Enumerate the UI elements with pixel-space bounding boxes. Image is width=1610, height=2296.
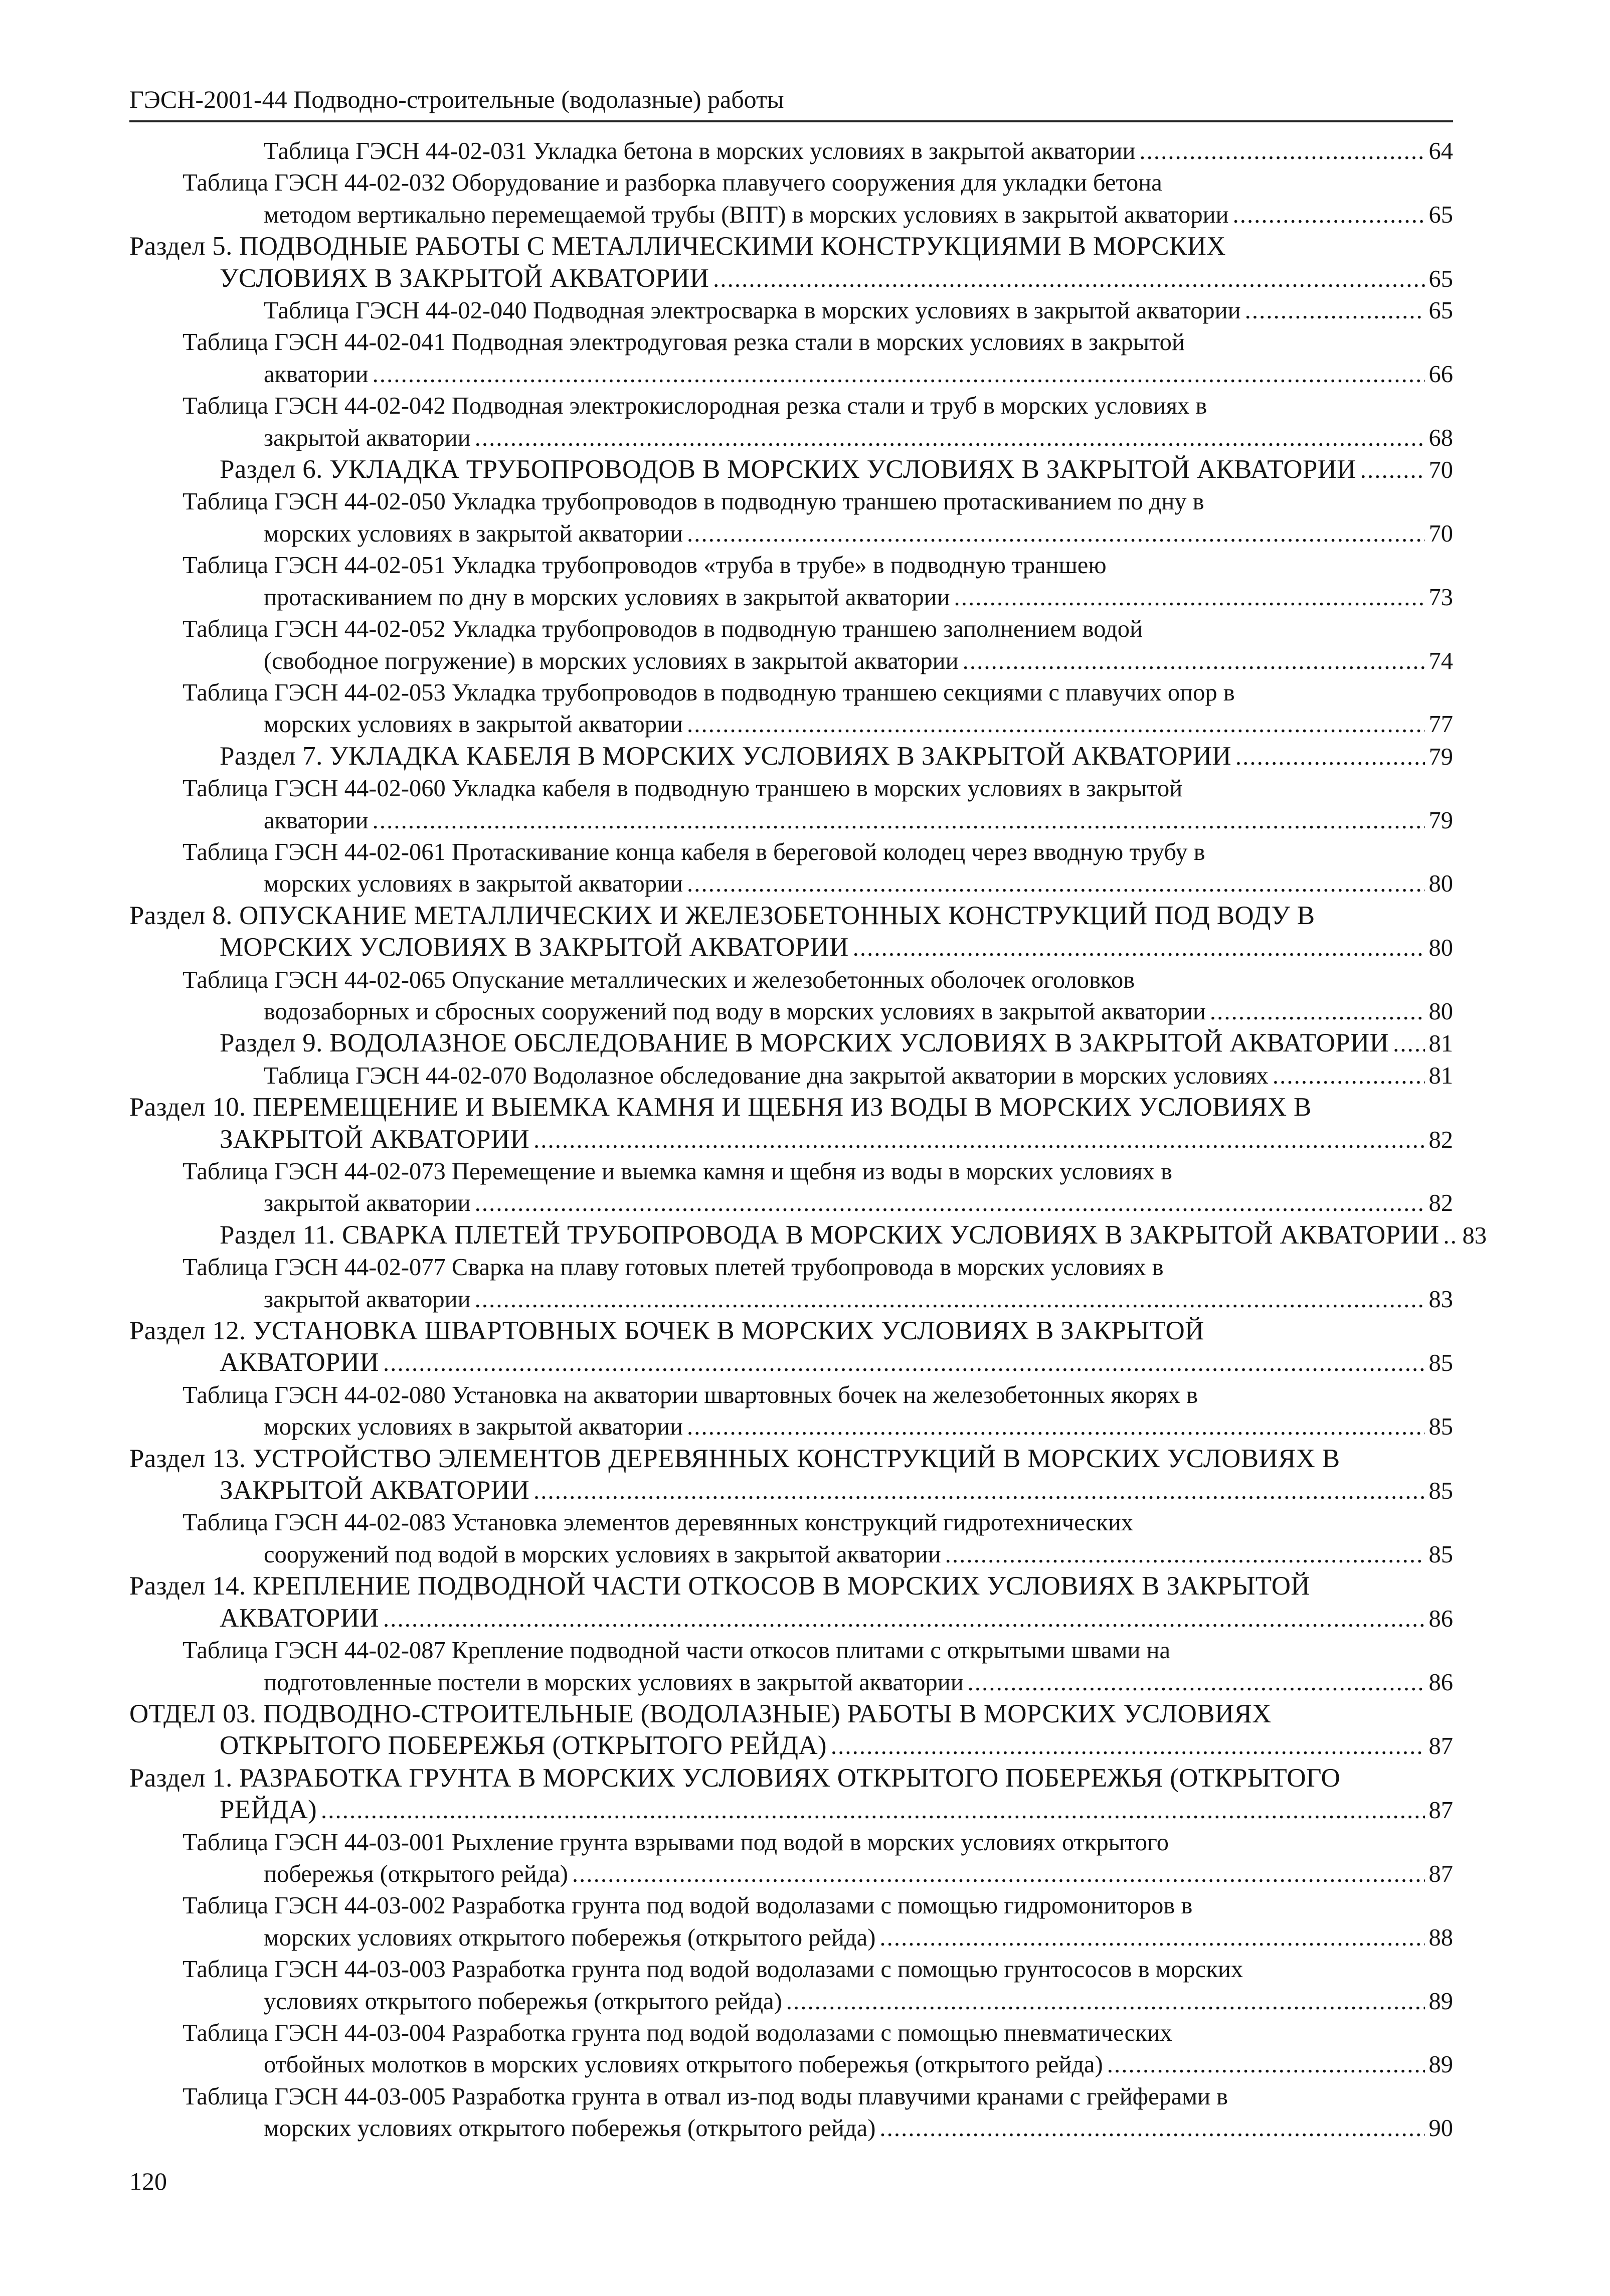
entry-page-number: 81 [1428,1062,1453,1089]
entry-title-first-line: Таблица ГЭСН 44-03-002 Разработка грунта под водой водолазами с помощью гидромониторов в [183,1892,1193,1919]
toc-entry-section [129,1092,1453,1156]
toc-entry-table [129,1635,1453,1698]
entry-title: закрытой акватории [264,1286,471,1313]
dot-leader [879,2112,1424,2144]
entry-line [264,582,1453,613]
entry-title: Таблица ГЭСН 44-02-070 Водолазное обследование дна закрытой акватории в морских условиях [264,1062,1269,1089]
dot-leader [475,1284,1425,1315]
dot-leader [831,1730,1425,1762]
entry-title-first-line: Таблица ГЭСН 44-02-042 Подводная электрокислородная резка стали и труб в морских условиях в [183,393,1207,420]
entry-title-first-line: Раздел 10. ПЕРЕМЕЩЕНИЕ И ВЫЕМКА КАМНЯ И ЩЕБНЯ ИЗ ВОДЫ В МОРСКИХ УСЛОВИЯХ В [129,1093,1312,1122]
dot-leader [1245,295,1425,326]
toc-entry-table [129,1156,1453,1219]
entry-page-number: 86 [1428,1669,1453,1696]
entry-title: подготовленные постели в морских условиях в закрытой акватории [264,1669,964,1696]
entry-title-first-line: Таблица ГЭСН 44-02-083 Установка элементов деревянных конструкций гидротехнических [183,1509,1134,1536]
entry-title: ОТКРЫТОГО ПОБЕРЕЖЬЯ (ОТКРЫТОГО РЕЙДА) [220,1731,827,1760]
entry-page-number: 82 [1428,1190,1453,1217]
table-of-contents [129,135,1487,2145]
toc-entry-section [129,1570,1453,1635]
entry-title: Таблица ГЭСН 44-02-031 Укладка бетона в морских условиях в закрытой акватории [264,138,1136,164]
entry-page-number: 70 [1428,520,1453,547]
dot-leader [687,1411,1425,1443]
toc-entry-section [129,1762,1453,1827]
entry-title: водозаборных и сбросных сооружений под воду в морских условиях в закрытой акватории [264,998,1206,1025]
entry-page-number: 70 [1428,457,1453,484]
entry-title: Раздел 6. УКЛАДКА ТРУБОПРОВОДОВ В МОРСКИХ УСЛОВИЯХ В ЗАКРЫТОЙ АКВАТОРИИ [220,455,1356,484]
entry-line [220,1124,1453,1156]
entry-page-number: 80 [1428,870,1453,898]
entry-page-number: 89 [1428,2051,1453,2078]
entry-page-number: 82 [1428,1126,1453,1153]
entry-line [264,359,1453,390]
entry-line [264,1411,1453,1443]
dot-leader [968,1667,1425,1698]
entry-title-first-line: Раздел 1. РАЗРАБОТКА ГРУНТА В МОРСКИХ УСЛОВИЯХ ОТКРЫТОГО ПОБЕРЕЖЬЯ (ОТКРЫТОГО [129,1763,1341,1793]
entry-page-number: 81 [1428,1030,1453,1057]
entry-line [220,741,1453,773]
entry-line [220,1347,1453,1379]
entry-line [220,1027,1453,1059]
entry-title-first-line: Раздел 13. УСТРОЙСТВО ЭЛЕМЕНТОВ ДЕРЕВЯННЫХ КОНСТРУКЦИЙ В МОРСКИХ УСЛОВИЯХ В [129,1444,1340,1473]
entry-line [264,1667,1453,1698]
toc-entry-table [129,1954,1453,2017]
entry-title: закрытой акватории [264,424,471,451]
entry-page-number: 87 [1428,1733,1453,1760]
entry-page-number: 85 [1428,1350,1453,1377]
running-header: ГЭСН-2001-44 Подводно-строительные (водолазные) работы [129,85,784,113]
entry-line [264,2112,1453,2144]
toc-entry-section [129,454,1453,486]
dot-leader [1233,199,1425,231]
entry-title-first-line: Раздел 5. ПОДВОДНЫЕ РАБОТЫ С МЕТАЛЛИЧЕСКИМИ КОНСТРУКЦИЯМИ В МОРСКИХ [129,232,1226,261]
entry-line [220,1475,1453,1507]
dot-leader [1107,2049,1425,2080]
dot-leader [373,359,1425,390]
toc-entry-table [129,1060,1453,1092]
entry-title-first-line: Таблица ГЭСН 44-02-065 Опускание металлических и железобетонных оболочек оголовков [183,966,1135,993]
dot-leader [383,1347,1425,1379]
dot-leader [533,1475,1425,1507]
entry-title: акватории [264,807,369,834]
entry-title-first-line: Таблица ГЭСН 44-02-060 Укладка кабеля в подводную траншею в морских условиях в закрытой [183,775,1183,802]
entry-title: морских условиях в закрытой акватории [264,870,683,898]
entry-title: морских условиях в закрытой акватории [264,1414,683,1441]
entry-title: акватории [264,361,369,388]
entry-page-number: 87 [1428,1797,1453,1824]
entry-title-first-line: Таблица ГЭСН 44-02-087 Крепление подводной части откосов плитами с открытыми швами на [183,1637,1171,1664]
entry-title-first-line: ОТДЕЛ 03. ПОДВОДНО-СТРОИТЕЛЬНЫЕ (ВОДОЛАЗНЫЕ) РАБОТЫ В МОРСКИХ УСЛОВИЯХ [129,1699,1272,1728]
entry-title-first-line: Таблица ГЭСН 44-02-052 Укладка трубопроводов в подводную траншею заполнением водой [183,616,1143,643]
entry-title-first-line: Таблица ГЭСН 44-03-003 Разработка грунта под водой водолазами с помощью грунтососов в морских [183,1956,1243,1983]
entry-title: Таблица ГЭСН 44-02-040 Подводная электросварка в морских условиях в закрытой акватории [264,297,1241,324]
dot-leader [963,645,1425,677]
entry-line [264,1922,1453,1954]
entry-title: сооружений под водой в морских условиях в закрытой акватории [264,1541,941,1568]
entry-title-first-line: Таблица ГЭСН 44-02-073 Перемещение и выемка камня и щебня из воды в морских условиях в [183,1158,1172,1185]
toc-entry-table [129,326,1453,390]
toc-entry-table [129,1379,1453,1443]
entry-title: Раздел 11. СВАРКА ПЛЕТЕЙ ТРУБОПРОВОДА В МОРСКИХ УСЛОВИЯХ В ЗАКРЫТОЙ АКВАТОРИИ [220,1220,1440,1250]
entry-line [264,868,1453,900]
entry-title: ЗАКРЫТОЙ АКВАТОРИИ [220,1476,529,1505]
dot-leader [786,1986,1425,2017]
dot-leader [687,518,1425,550]
entry-line [264,1986,1453,2017]
entry-line [264,295,1453,326]
dot-leader [687,709,1425,740]
entry-line [264,1539,1453,1570]
toc-entry-section [129,231,1453,295]
toc-entry-section [129,741,1453,773]
entry-title-first-line: Таблица ГЭСН 44-03-005 Разработка грунта в отвал из-под воды плавучими кранами с грейферами в [183,2083,1228,2110]
entry-title: морских условиях в закрытой акватории [264,520,683,547]
entry-page-number: 85 [1428,1541,1453,1568]
dot-leader [373,805,1425,836]
entry-title-first-line: Раздел 8. ОПУСКАНИЕ МЕТАЛЛИЧЕСКИХ И ЖЕЛЕЗОБЕТОННЫХ КОНСТРУКЦИЙ ПОД ВОДУ В [129,901,1315,930]
entry-title: АКВАТОРИИ [220,1603,379,1633]
entry-title-first-line: Таблица ГЭСН 44-02-061 Протаскивание конца кабеля в береговой колодец через вводную трубу в [183,838,1205,865]
entry-title: методом вертикально перемещаемой трубы (ВПТ) в морских условиях в закрытой акватории [264,201,1229,228]
entry-page-number: 79 [1428,807,1453,834]
entry-page-number: 68 [1428,424,1453,451]
entry-title-first-line: Раздел 12. УСТАНОВКА ШВАРТОВНЫХ БОЧЕК В МОРСКИХ УСЛОВИЯХ В ЗАКРЫТОЙ [129,1316,1204,1346]
toc-entry-section [129,1315,1453,1379]
toc-entry-dept [129,1698,1453,1762]
entry-title: ЗАКРЫТОЙ АКВАТОРИИ [220,1124,529,1154]
entry-line [264,422,1453,454]
entry-line [220,932,1453,964]
toc-entry-table [129,2017,1453,2081]
entry-title-first-line: Таблица ГЭСН 44-02-053 Укладка трубопроводов в подводную траншею секциями с плавучих опор в [183,679,1235,706]
toc-entry-table [129,964,1453,1028]
dot-leader [1235,741,1425,773]
dot-leader [1443,1220,1458,1252]
entry-line [264,1187,1453,1219]
entry-page-number: 65 [1428,297,1453,324]
toc-entry-section [129,900,1453,964]
entry-line [220,263,1453,295]
toc-entry-table [129,167,1453,231]
entry-page-number: 83 [1462,1222,1487,1249]
entry-page-number: 74 [1428,647,1453,674]
entry-title-first-line: Таблица ГЭСН 44-03-004 Разработка грунта под водой водолазами с помощью пневматических [183,2019,1172,2046]
entry-line [220,1603,1453,1635]
entry-page-number: 79 [1428,743,1453,770]
toc-entry-table [129,2081,1453,2145]
dot-leader [383,1603,1425,1635]
entry-line [264,135,1453,167]
entry-title: отбойных молотков в морских условиях открытого побережья (открытого рейда) [264,2051,1103,2078]
entry-page-number: 89 [1428,1988,1453,2015]
toc-entry-table [129,1507,1453,1570]
entry-page-number: 80 [1428,935,1453,962]
entry-title-first-line: Таблица ГЭСН 44-02-051 Укладка трубопроводов «труба в трубе» в подводную траншею [183,552,1107,579]
dot-leader [879,1922,1424,1954]
entry-page-number: 85 [1428,1414,1453,1441]
entry-title-first-line: Таблица ГЭСН 44-02-080 Установка на акватории швартовных бочек на железобетонных якорях в [183,1381,1198,1408]
entry-page-number: 64 [1428,138,1453,164]
entry-title: УСЛОВИЯХ В ЗАКРЫТОЙ АКВАТОРИИ [220,263,709,293]
dot-leader [954,582,1425,613]
entry-page-number: 65 [1428,201,1453,228]
dot-leader [321,1795,1424,1826]
toc-entry-table [129,1252,1453,1315]
entry-line [264,518,1453,550]
entry-page-number: 65 [1428,265,1453,292]
dot-leader [853,932,1425,964]
header-rule [129,120,1453,122]
entry-line [220,1794,1453,1826]
entry-title-first-line: Таблица ГЭСН 44-02-032 Оборудование и разборка плавучего сооружения для укладки бетона [183,169,1162,197]
toc-entry-table [129,613,1453,677]
toc-entry-table [129,836,1453,900]
dot-leader [687,868,1425,900]
entry-page-number: 66 [1428,361,1453,388]
toc-entry-table [129,773,1453,836]
entry-title: условиях открытого побережья (открытого рейда) [264,1988,782,2015]
entry-title: (свободное погружение) в морских условиях в закрытой акватории [264,647,959,674]
toc-entry-table [129,1827,1453,1890]
toc-entry-table [129,390,1453,454]
dot-leader [475,422,1425,454]
dot-leader [1360,454,1425,486]
toc-entry-table [129,295,1453,326]
toc-entry-section [129,1027,1453,1059]
entry-line [264,1284,1453,1315]
entry-line [264,1858,1453,1890]
toc-entry-table [129,550,1453,613]
dot-leader [945,1539,1425,1570]
entry-title: РЕЙДА) [220,1795,317,1825]
entry-page-number: 85 [1428,1478,1453,1505]
entry-page-number: 86 [1428,1605,1453,1632]
entry-title: Раздел 7. УКЛАДКА КАБЕЛЯ В МОРСКИХ УСЛОВИЯХ В ЗАКРЫТОЙ АКВАТОРИИ [220,741,1231,771]
dot-leader [1139,135,1424,167]
toc-entry-section [129,1219,1487,1252]
entry-line [264,645,1453,677]
dot-leader [475,1187,1425,1219]
entry-title: АКВАТОРИИ [220,1348,379,1377]
toc-entry-table [129,1890,1453,1954]
dot-leader [1210,996,1425,1027]
entry-line [264,996,1453,1027]
entry-title: МОРСКИХ УСЛОВИЯХ В ЗАКРЫТОЙ АКВАТОРИИ [220,933,849,962]
entry-page-number: 87 [1428,1860,1453,1887]
dot-leader [572,1858,1425,1890]
entry-line [264,805,1453,836]
entry-page-number: 77 [1428,711,1453,738]
page-number: 120 [129,2167,167,2195]
entry-line [264,199,1453,231]
entry-page-number: 80 [1428,998,1453,1025]
entry-title: Раздел 9. ВОДОЛАЗНОЕ ОБСЛЕДОВАНИЕ В МОРСКИХ УСЛОВИЯХ В ЗАКРЫТОЙ АКВАТОРИИ [220,1028,1389,1058]
entry-line [220,1219,1487,1252]
dot-leader [533,1124,1425,1156]
entry-title: морских условиях открытого побережья (открытого рейда) [264,1924,876,1951]
entry-page-number: 90 [1428,2115,1453,2142]
toc-entry-table [129,677,1453,741]
entry-title: морских условиях открытого побережья (открытого рейда) [264,2115,876,2142]
entry-line [264,709,1453,740]
entry-page-number: 83 [1428,1286,1453,1313]
entry-title: морских условиях в закрытой акватории [264,711,683,738]
entry-title: протаскиванием по дну в морских условиях в закрытой акватории [264,584,950,611]
toc-entry-table [129,135,1453,167]
entry-title-first-line: Таблица ГЭСН 44-02-077 Сварка на плаву готовых плетей трубопровода в морских условиях в [183,1254,1164,1281]
entry-page-number: 73 [1428,584,1453,611]
entry-title-first-line: Таблица ГЭСН 44-03-001 Рыхление грунта взрывами под водой в морских условиях открытого [183,1829,1169,1856]
entry-line [264,1060,1453,1092]
entry-line [264,2049,1453,2080]
entry-line [220,1730,1453,1762]
dot-leader [713,263,1424,295]
entry-title-first-line: Таблица ГЭСН 44-02-050 Укладка трубопроводов в подводную траншею протаскиванием по дну в [183,488,1204,515]
dot-leader [1393,1028,1424,1059]
entry-title: побережья (открытого рейда) [264,1860,568,1887]
entry-title: закрытой акватории [264,1190,471,1217]
entry-title-first-line: Таблица ГЭСН 44-02-041 Подводная электродуговая резка стали в морских условиях в закрытой [183,329,1185,356]
entry-title-first-line: Раздел 14. КРЕПЛЕНИЕ ПОДВОДНОЙ ЧАСТИ ОТКОСОВ В МОРСКИХ УСЛОВИЯХ В ЗАКРЫТОЙ [129,1571,1310,1601]
toc-entry-table [129,486,1453,550]
entry-page-number: 88 [1428,1924,1453,1951]
toc-entry-section [129,1443,1453,1507]
dot-leader [1273,1060,1425,1092]
entry-line [220,454,1453,486]
